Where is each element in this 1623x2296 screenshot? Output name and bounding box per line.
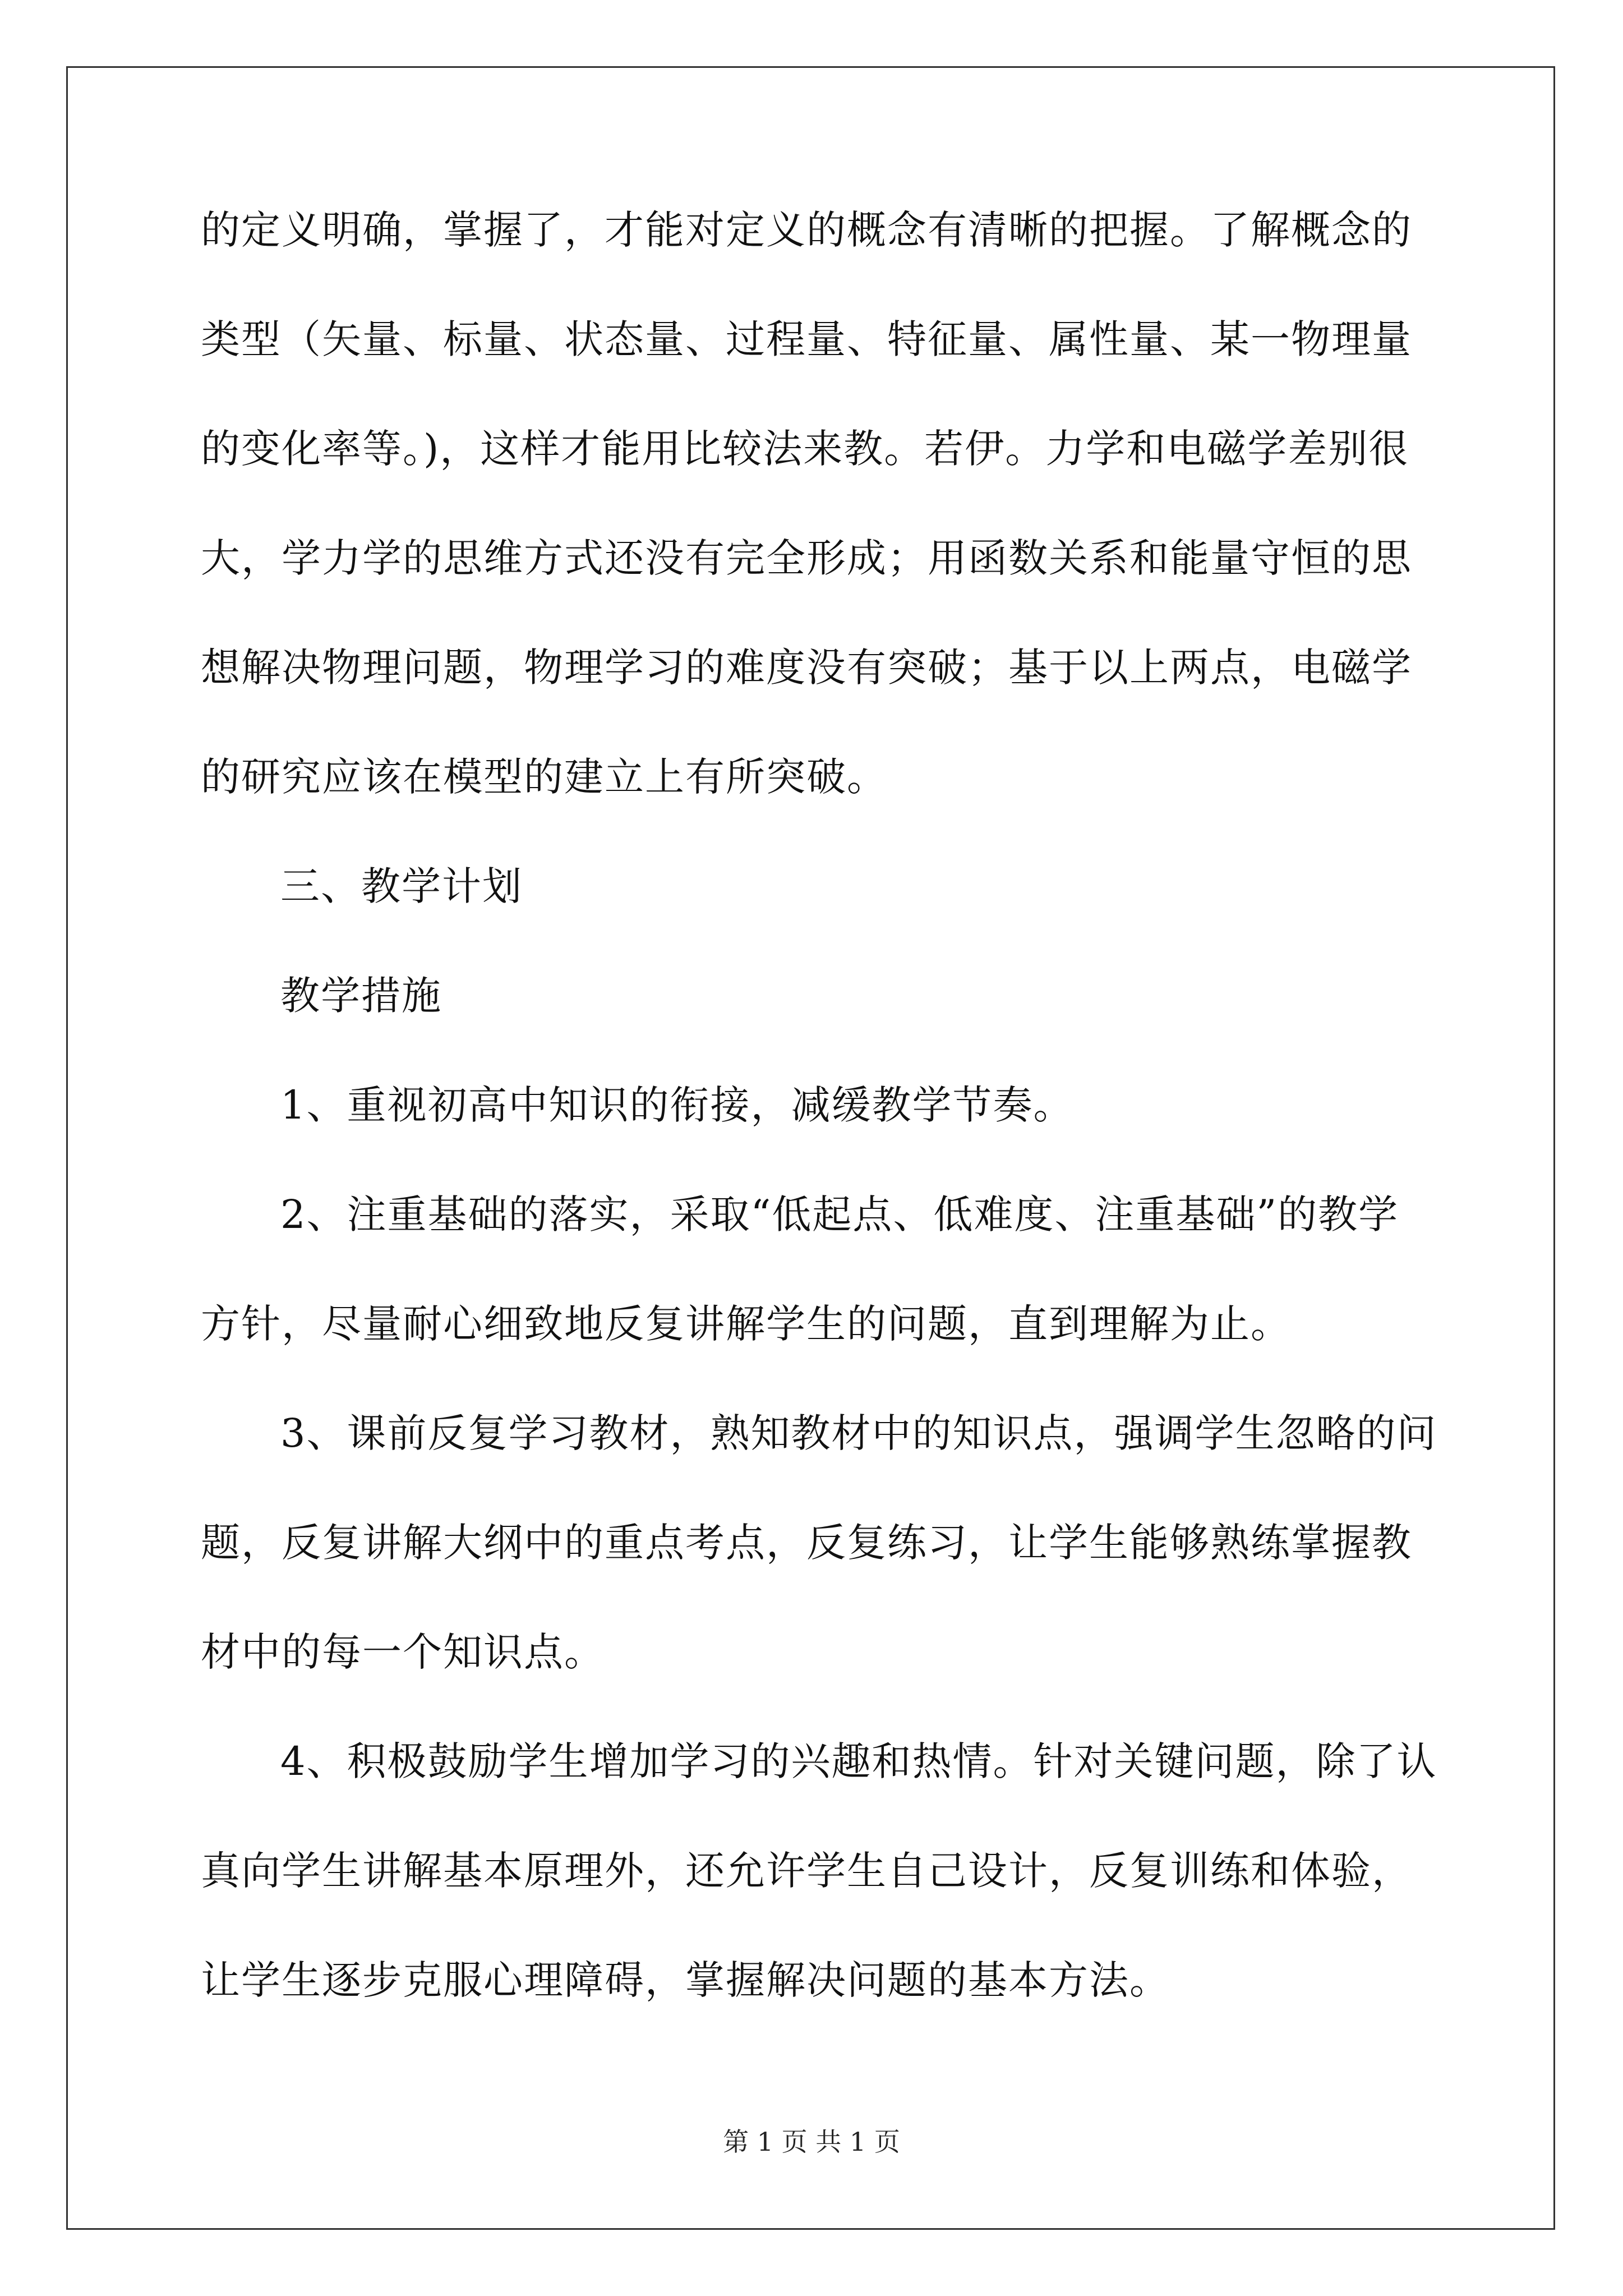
- list-item-line: 材中的每一个知识点。: [201, 1629, 605, 1675]
- list-item-line: 3、课前反复学习教材，熟知教材中的知识点，强调学生忽略的问: [280, 1410, 1437, 1456]
- list-item-line: 方针，尽量耐心细致地反复讲解学生的问题，直到理解为止。: [201, 1301, 1291, 1347]
- list-item-line: 题，反复讲解大纲中的重点考点，反复练习，让学生能够熟练掌握教: [201, 1520, 1412, 1566]
- list-item-1: [201, 1077, 1435, 1133]
- list-item-line: 真向学生讲解基本原理外，还允许学生自己设计，反复训练和体验，: [201, 1848, 1412, 1894]
- list-item-line: 4、积极鼓励学生增加学习的兴趣和热情。针对关键问题，除了认: [280, 1738, 1437, 1784]
- section-heading: 三、教学计划: [280, 863, 523, 909]
- paragraph-line: 类型（矢量、标量、状态量、过程量、特征量、属性量、某一物理量: [201, 316, 1412, 362]
- paragraph-1: [201, 202, 1435, 805]
- paragraph-line: 的变化率等。)，这样才能用比较法来教。若伊。力学和电磁学差别很: [201, 426, 1409, 472]
- paragraph-line: 的研究应该在模型的建立上有所突破。: [201, 754, 887, 800]
- list-item-line: 1、重视初高中知识的衔接，减缓教学节奏。: [280, 1082, 1074, 1128]
- list-item-2: [201, 1186, 1435, 1352]
- document-body: [201, 202, 1435, 2008]
- list-item-4: [201, 1733, 1435, 2008]
- list-item-3: [201, 1405, 1435, 1680]
- paragraph-line: 的定义明确，掌握了，才能对定义的概念有清晰的把握。了解概念的: [201, 207, 1412, 253]
- paragraph-line: 大，学力学的思维方式还没有完全形成；用函数关系和能量守恒的思: [201, 535, 1412, 581]
- list-item-line: 让学生逐步克服心理障碍，掌握解决问题的基本方法。: [201, 1957, 1170, 2003]
- subheading: 教学措施: [280, 973, 442, 1019]
- paragraph-line: 想解决物理问题，物理学习的难度没有突破；基于以上两点，电磁学: [201, 645, 1412, 691]
- list-item-line: 2、注重基础的落实，采取“低起点、低难度、注重基础”的教学: [280, 1191, 1399, 1237]
- page-footer: 第 1 页 共 1 页: [723, 2127, 900, 2157]
